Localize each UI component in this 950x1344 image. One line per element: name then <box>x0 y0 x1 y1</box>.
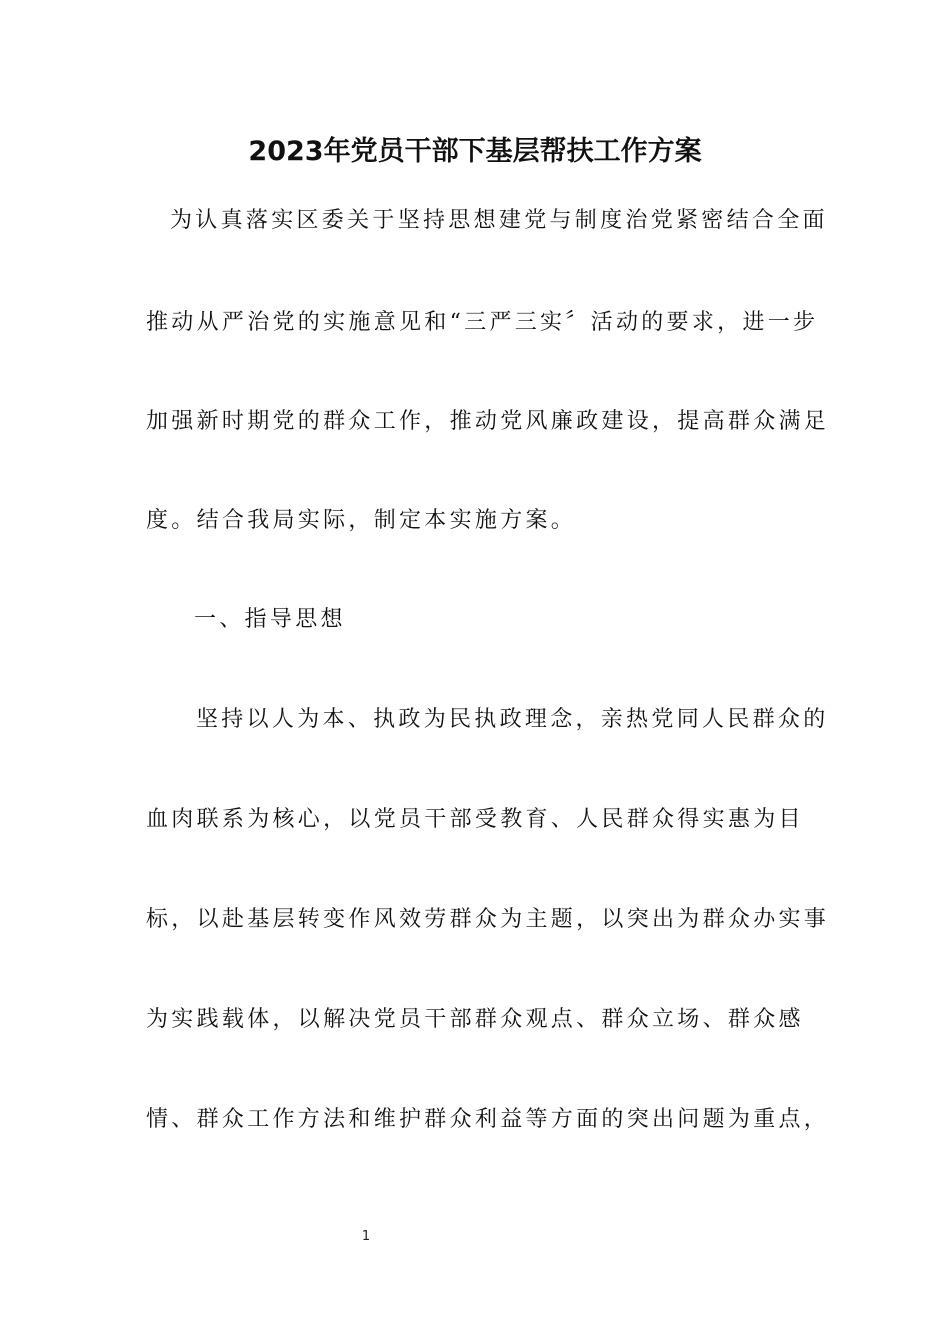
paragraph-line-6: 血肉联系为核心，以党员干部受教育、人民群众得实惠为目 <box>146 807 804 832</box>
page-number: 1 <box>361 1229 371 1244</box>
paragraph-line-7: 标，以赴基层转变作风效劳群众为主题，以突出为群众办实事 <box>146 907 830 932</box>
section-heading-guiding-ideology: 一、指导思想 <box>194 607 346 632</box>
paragraph-line-1: 为认真落实区委关于坚持思想建党与制度治党紧密结合全面 <box>170 208 828 233</box>
document-title: 2023年党员干部下基层帮扶工作方案 <box>248 136 702 167</box>
paragraph-line-2: 推动从严治党的实施意见和“三严三实〞活动的要求，进一步 <box>146 310 819 335</box>
paragraph-line-8: 为实践载体，以解决党员干部群众观点、群众立场、群众感 <box>146 1007 804 1032</box>
paragraph-line-4: 度。结合我局实际，制定本实施方案。 <box>146 508 577 533</box>
paragraph-line-9: 情、群众工作方法和维护群众利益等方面的突出问题为重点， <box>146 1107 830 1132</box>
paragraph-line-5: 坚持以人为本、执政为民执政理念，亲热党同人民群众的 <box>196 707 829 732</box>
paragraph-line-3: 加强新时期党的群众工作，推动党风廉政建设，提高群众满足 <box>146 409 830 434</box>
